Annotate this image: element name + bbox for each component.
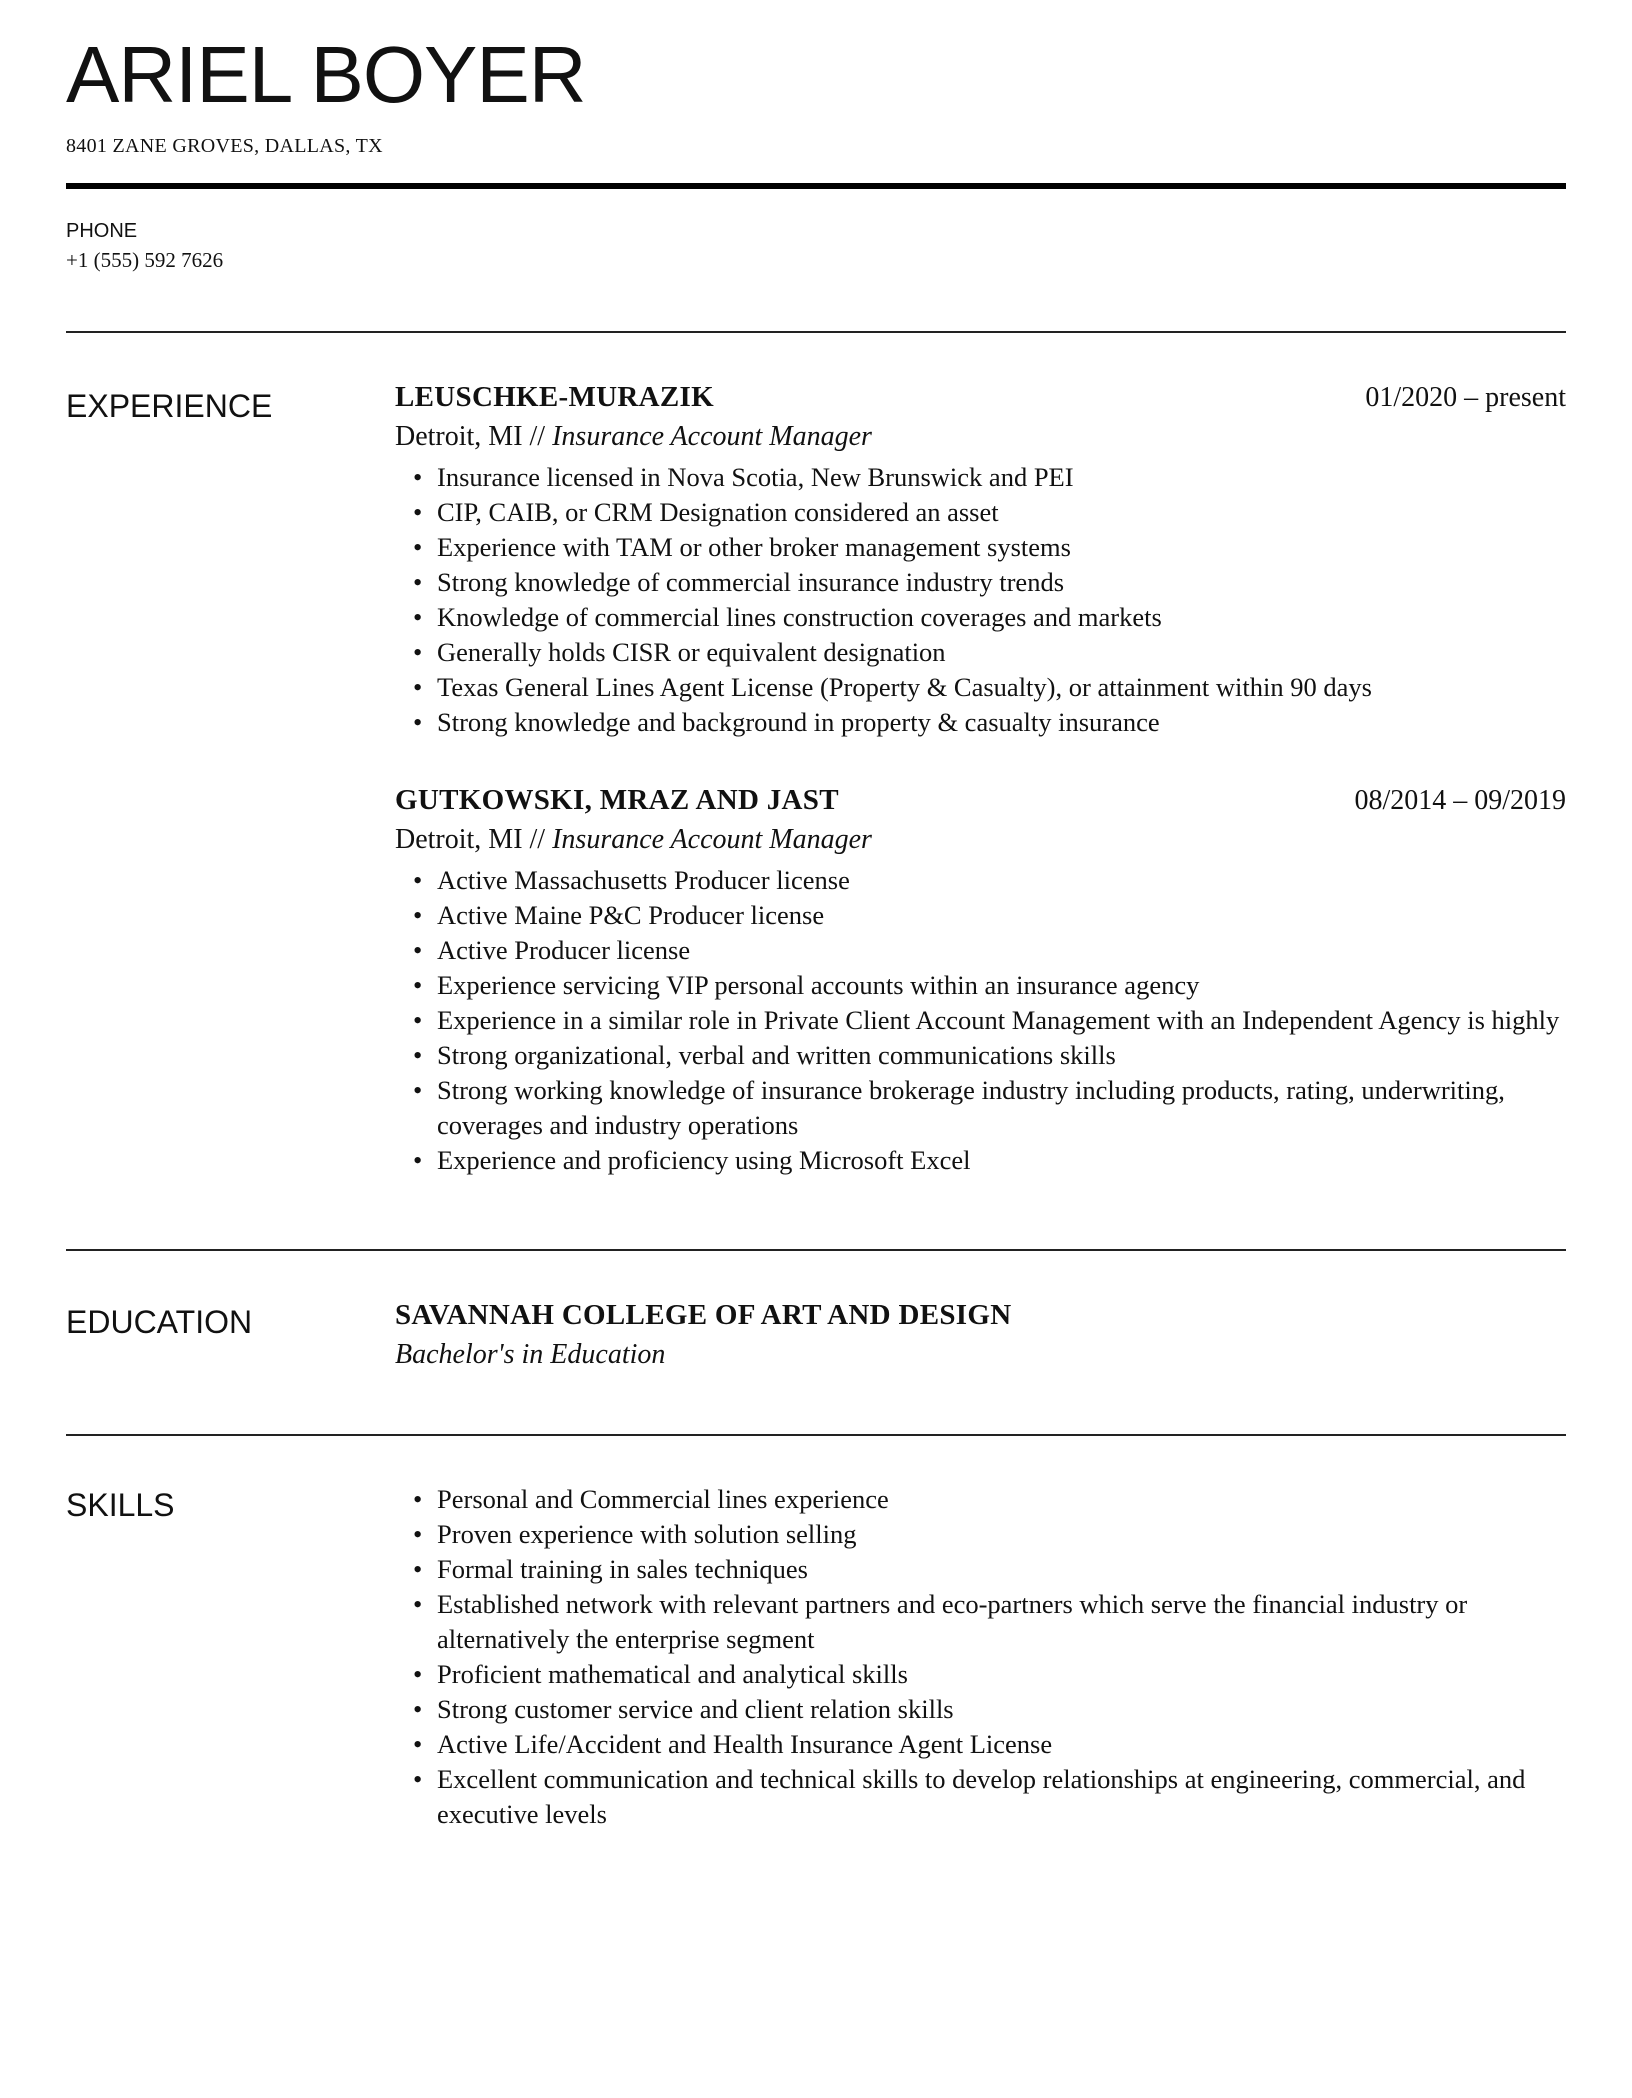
job-separator: // — [522, 420, 553, 452]
bullet-glyph: • — [413, 1763, 423, 1794]
list-item — [395, 1517, 1566, 1552]
list-item-text: Insurance licensed in Nova Scotia, New Brunswick and PEI — [437, 462, 1074, 493]
list-item — [395, 1727, 1566, 1762]
job-role: Insurance Account Manager — [552, 420, 872, 452]
job-dates: 01/2020 – present — [1365, 382, 1566, 414]
list-item — [395, 1143, 1566, 1178]
resume-page — [66, 0, 1566, 1832]
job-location: Detroit, MI — [395, 823, 523, 855]
list-item-text: Proven experience with solution selling — [437, 1518, 857, 1549]
list-item-text: Formal training in sales techniques — [437, 1553, 808, 1584]
list-item-text: Strong knowledge of commercial insurance industry trends — [437, 567, 1065, 598]
list-item — [395, 933, 1566, 968]
list-item-text: Experience servicing VIP personal accounts within an insurance agency — [437, 970, 1200, 1001]
bullet-glyph: • — [413, 1005, 423, 1036]
list-item — [395, 1073, 1566, 1143]
list-item — [395, 495, 1566, 530]
list-item — [395, 460, 1566, 495]
bullet-glyph: • — [413, 602, 423, 633]
list-item — [395, 705, 1566, 740]
education-degree: Bachelor's in Education — [395, 1338, 666, 1370]
list-item-text: Active Life/Accident and Health Insurance Agent License — [437, 1728, 1053, 1759]
list-item — [395, 635, 1566, 670]
list-item-text: Active Producer license — [437, 935, 691, 966]
bullet-glyph: • — [413, 1040, 423, 1071]
bullet-glyph: • — [413, 1728, 423, 1759]
list-item — [395, 1003, 1566, 1038]
list-item-text: Strong working knowledge of insurance brokerage industry including products, rating, underwriting, coverages and industry operations — [437, 1075, 1505, 1141]
list-item — [395, 600, 1566, 635]
experience-heading: EXPERIENCE — [66, 388, 273, 425]
list-item-text: Active Massachusetts Producer license — [437, 865, 850, 896]
bullet-glyph: • — [413, 1588, 423, 1619]
bullet-glyph: • — [413, 532, 423, 563]
bullet-glyph: • — [413, 1075, 423, 1106]
bullet-glyph: • — [413, 1553, 423, 1584]
bullet-glyph: • — [413, 497, 423, 528]
experience-divider — [66, 1249, 1566, 1251]
experience-section — [66, 379, 1566, 1178]
list-item — [395, 1552, 1566, 1587]
list-item-text: Generally holds CISR or equivalent designation — [437, 637, 946, 668]
list-item — [395, 1038, 1566, 1073]
job-header — [395, 379, 1566, 417]
bullet-glyph: • — [413, 1518, 423, 1549]
list-item-text: Established network with relevant partners and eco-partners which serve the financial industry or alternatively the enterprise segment — [437, 1588, 1468, 1654]
list-item — [395, 565, 1566, 600]
bullet-glyph: • — [413, 567, 423, 598]
list-item — [395, 530, 1566, 565]
list-item-text: Experience and proficiency using Microsoft Excel — [437, 1145, 971, 1176]
bullet-glyph: • — [413, 672, 423, 703]
job-company: LEUSCHKE-MURAZIK — [395, 381, 714, 414]
job-subtitle — [395, 820, 1566, 859]
list-item — [395, 1657, 1566, 1692]
list-item — [395, 670, 1566, 705]
list-item — [395, 863, 1566, 898]
header-divider — [66, 183, 1566, 189]
list-item-text: Strong organizational, verbal and written communications skills — [437, 1040, 1116, 1071]
list-item — [395, 1482, 1566, 1517]
education-section — [66, 1297, 1566, 1374]
bullet-glyph: • — [413, 935, 423, 966]
list-item-text: Experience in a similar role in Private Client Account Management with an Independent Agency is highly — [437, 1005, 1560, 1036]
skills-list — [395, 1482, 1566, 1832]
bullet-glyph: • — [413, 1145, 423, 1176]
candidate-address: 8401 ZANE GROVES, DALLAS, TX — [66, 135, 383, 157]
list-item-text: Active Maine P&C Producer license — [437, 900, 825, 931]
bullet-glyph: • — [413, 637, 423, 668]
contact-block — [66, 219, 1566, 274]
bullet-glyph: • — [413, 970, 423, 1001]
list-item — [395, 968, 1566, 1003]
job-header — [395, 782, 1566, 820]
job-bullets — [395, 460, 1566, 740]
bullet-glyph: • — [413, 707, 423, 738]
list-item-text: CIP, CAIB, or CRM Designation considered an asset — [437, 497, 999, 528]
bullet-glyph: • — [413, 900, 423, 931]
job-entry — [395, 782, 1566, 1178]
list-item-text: Strong customer service and client relation skills — [437, 1693, 954, 1724]
phone-label: PHONE — [66, 220, 138, 242]
list-item — [395, 898, 1566, 933]
skills-heading: SKILLS — [66, 1486, 175, 1523]
bullet-glyph: • — [413, 1658, 423, 1689]
candidate-name: ARIEL BOYER — [66, 30, 586, 119]
job-role: Insurance Account Manager — [552, 823, 872, 855]
list-item-text: Strong knowledge and background in property & casualty insurance — [437, 707, 1160, 738]
list-item-text: Proficient mathematical and analytical skills — [437, 1658, 908, 1689]
job-dates: 08/2014 – 09/2019 — [1354, 785, 1566, 817]
skills-section — [66, 1482, 1566, 1832]
education-school: SAVANNAH COLLEGE OF ART AND DESIGN — [395, 1299, 1012, 1332]
list-item-text: Excellent communication and technical skills to develop relationships at engineering, commercial, and executive levels — [437, 1763, 1526, 1829]
job-company: GUTKOWSKI, MRAZ AND JAST — [395, 784, 839, 817]
education-heading: EDUCATION — [66, 1304, 253, 1341]
education-body — [395, 1297, 1566, 1374]
skills-body — [395, 1482, 1566, 1832]
job-entry — [395, 379, 1566, 740]
bullet-glyph: • — [413, 1483, 423, 1514]
list-item-text: Knowledge of commercial lines construction coverages and markets — [437, 602, 1162, 633]
list-item-text: Personal and Commercial lines experience — [437, 1483, 889, 1514]
experience-body — [395, 379, 1566, 1178]
list-item — [395, 1692, 1566, 1727]
job-location: Detroit, MI — [395, 420, 523, 452]
list-item — [395, 1762, 1566, 1832]
contact-divider — [66, 331, 1566, 333]
list-item-text: Texas General Lines Agent License (Property & Casualty), or attainment within 90 days — [437, 672, 1372, 703]
job-bullets — [395, 863, 1566, 1178]
bullet-glyph: • — [413, 462, 423, 493]
bullet-glyph: • — [413, 1693, 423, 1724]
job-subtitle — [395, 417, 1566, 456]
education-divider — [66, 1434, 1566, 1436]
list-item — [395, 1587, 1566, 1657]
bullet-glyph: • — [413, 865, 423, 896]
job-separator: // — [522, 823, 553, 855]
phone-value: +1 (555) 592 7626 — [66, 248, 224, 272]
list-item-text: Experience with TAM or other broker management systems — [437, 532, 1071, 563]
